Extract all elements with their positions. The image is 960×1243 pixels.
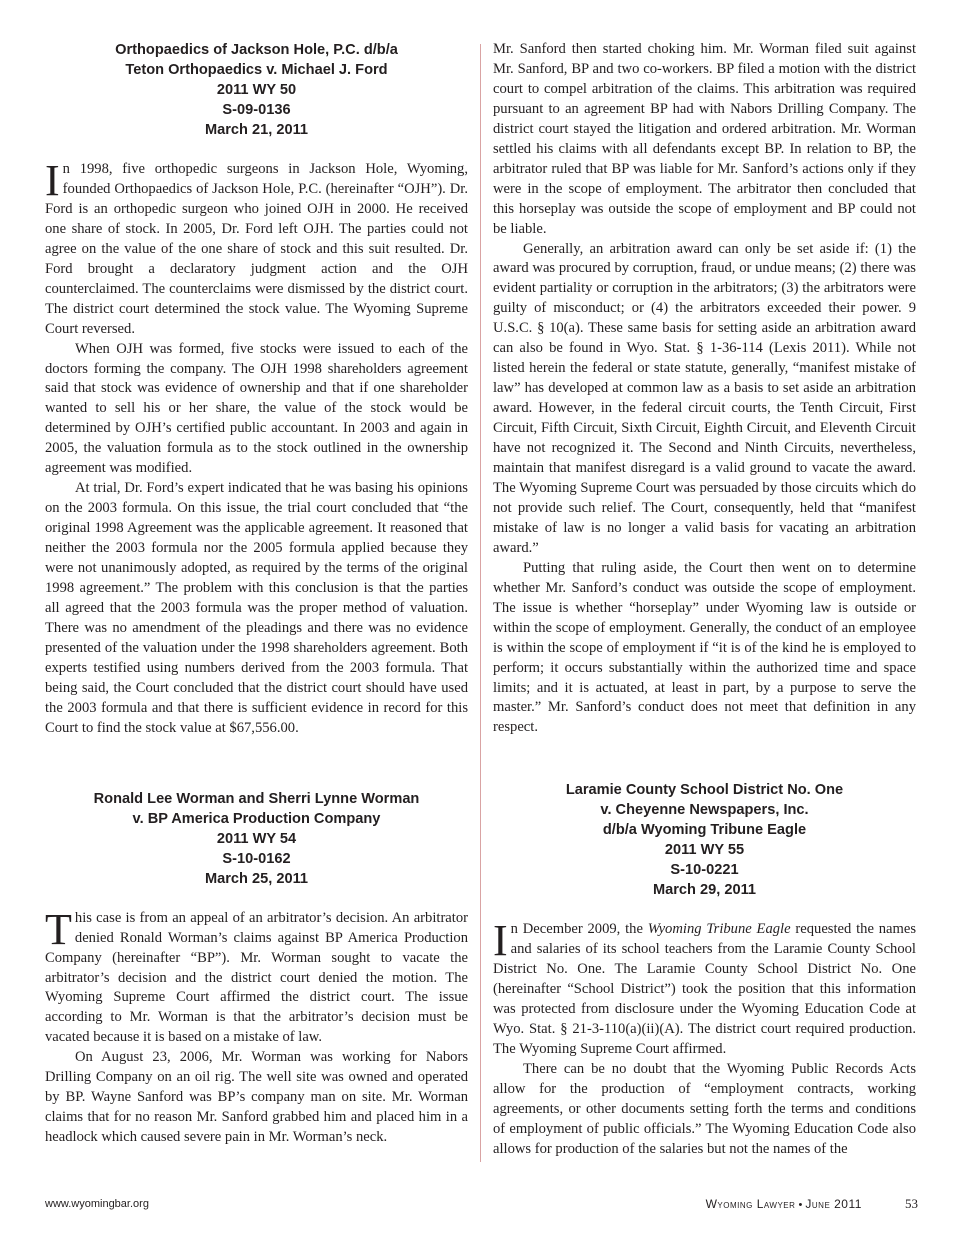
case-docket: S-09-0136 xyxy=(222,102,291,118)
case-paragraph: Putting that ruling aside, the Court then went on to determine whether Mr. Sanford’s conduct was outside the scope of employment. The issue is whether “horseplay” under Wyoming law is outside or within the scope of employment. Generally, the conduct of an employee is within the scope of employment if “it is of the kind he is employed to perform; it occurs substantially within the authorized time and space limits; and it is actuated, at least in part, by a purpose to serve the master.” Mr. Sanford’s conduct does not meet that definition in any respect. xyxy=(493,559,916,736)
case-date: March 29, 2011 xyxy=(652,882,757,899)
case-title-line: d/b/a Wyoming Tribune Eagle xyxy=(602,822,807,839)
paragraph-text: n December 2009, the xyxy=(510,921,648,938)
journal-name: Wyoming Lawyer xyxy=(705,1197,796,1211)
case-paragraph: Mr. Sanford then started choking him. Mr. Worman filed suit against Mr. Sanford, BP and two co-workers. BP filed a motion with the district court to compel arbitration of the claims. This arbitration was required pursuant to an agreement BP had with Nabors Drilling Company. The district court stayed the litigation and ordered arbitration. Mr. Worman settled his claims with all defendants except BP. In relation to BP, the arbitrator ruled that BP was liable for Mr. Sanford’s actions only if they were in the scope of employment. The arbitrator then concluded that this horseplay was outside the scope of employment and BP could not be liable. xyxy=(493,41,916,237)
case-citation: 2011 WY 55 xyxy=(664,842,745,859)
drop-cap: T xyxy=(45,904,72,954)
column-divider xyxy=(480,44,481,1162)
case-paragraph xyxy=(45,904,468,1049)
case-heading-laramie xyxy=(493,780,916,900)
case-paragraph: At trial, Dr. Ford’s expert indicated that he was basing his opinions on the 2003 formula. On this issue, the trial court concluded that “the original 1998 Agreement was the applicable agreement. It reasoned that neither the 2003 formula nor the 2005 formula applied because they were not unanimously adopted, as required by the terms of the original 1998 agreement.” The problem with this conclusion is that the parties all agreed that the 2003 formula was the proper method of valuation. There was no amendment of the pleadings and there was no evidence presented of the valuation under the 1998 shareholders agreement. Both experts testified using numbers derived from the 2003 formula. That being said, the Court concluded that the district court should have used the 2003 formula and that there is sufficient evidence in record for this Court to find the stock value at $67,556.00. xyxy=(45,480,468,736)
left-column xyxy=(45,40,468,1148)
case-title-line: v. BP America Production Company xyxy=(132,810,381,827)
case-heading-worman xyxy=(45,789,468,889)
case-paragraph: Generally, an arbitration award can only be set aside if: (1) the award was procured by corruption, fraud, or undue means; (2) there was evident partiality or corruption in the arbitrators; (3) the arbitrators were guilty of misconduct; or (4) the arbitrators exceeded their power. 9 U.S.C. § 10(a). These same basis for setting aside an arbitration award can also be found in Wyo. Stat. § 1-36-114 (Lexis 2011). While not listed herein the federal or state statute, generally, “manifest mistake of law” has developed at common law as a basis to set aside an arbitration award. However, in the federal circuit courts, the Tenth Circuit, First Circuit, Fifth Circuit, Sixth Circuit, Eighth Circuit, and Eleventh Circuit have not recognized it. The Second and Ninth Circuits, nevertheless, maintain that manifest disregard is a valid ground to vacate the award. The Wyoming Supreme Court was persuaded by those circuits which do not provide such relief. The Court, consequently, held that “manifest mistake of law is no longer a valid basis for vacating an arbitration award.” xyxy=(493,240,916,556)
case-date: March 21, 2011 xyxy=(204,122,309,138)
case-heading-ojh xyxy=(45,40,468,140)
right-column xyxy=(493,40,916,1160)
case-paragraph xyxy=(493,916,917,1060)
case-docket: S-10-0221 xyxy=(670,862,739,879)
newspaper-name: Wyoming Tribune Eagle xyxy=(647,921,791,938)
footer-website-link[interactable]: www.wyomingbar.org xyxy=(45,1198,149,1210)
paragraph-text: his case is from an appeal of an arbitrator’s decision. An arbitrator denied Ronald Worman’s claims against BP America Production Company (hereinafter “BP”). Mr. Worman sought to vacate the arbitrator’s decision and the district court denied the motion. The Wyoming Supreme Court affirmed the district court. The issue according to Mr. Worman is that the arbitrator’s decision must be vacated because it is based on a mistake of law. xyxy=(45,909,468,1046)
paragraph-text: requested the names and salaries of its school teachers from the Laramie County School District No. One. The Laramie County School District No. One (hereinafter “School District”) took the position that this information was protected from disclosure under the Wyoming Education Code at Wyo. Stat. § 21-3-110(a)(ii)(A). The district court required production. The Wyoming Supreme Court affirmed. xyxy=(493,921,917,1058)
bullet-separator: • xyxy=(798,1199,803,1211)
case-citation: 2011 WY 54 xyxy=(216,830,297,847)
case-paragraph: There can be no doubt that the Wyoming Public Records Acts allow for the production of “employment contracts, working agreements, or other documents setting forth the terms and conditions of employment of public officials.” The Wyoming Education Code also allows for production of the salaries but not the names of the xyxy=(493,1061,916,1157)
page-number: 53 xyxy=(905,1196,918,1211)
case-date: March 25, 2011 xyxy=(204,870,309,887)
case-paragraph: When OJH was formed, five stocks were issued to each of the doctors forming the company. The OJH 1998 shareholders agreement said that stock was evidence of ownership and that if one shareholder wanted to sell his or her share, the value of the stock would be determined by OJH’s certified public accountant. In 2003 and again in 2005, the valuation formula as to the stock outlined in the ownership agreement was modified. xyxy=(45,340,468,477)
case-title-line: v. Cheyenne Newspapers, Inc. xyxy=(600,802,809,819)
drop-cap: I xyxy=(493,916,508,966)
case-citation: 2011 WY 50 xyxy=(216,82,297,98)
case-paragraph: On August 23, 2006, Mr. Worman was working for Nabors Drilling Company on an oil rig. The well site was owned and operated by BP. Wayne Sanford was BP’s company man on site. Mr. Worman claims that for no reason Mr. Sanford grabbed him and placed him in a headlock which caused severe pain in Mr. Worman’s neck. xyxy=(45,1049,468,1146)
footer-issue-info xyxy=(706,1196,918,1212)
case-paragraph xyxy=(45,156,468,340)
drop-cap: I xyxy=(45,156,60,205)
case-docket: S-10-0162 xyxy=(222,850,291,867)
issue-date: June 2011 xyxy=(805,1197,862,1211)
paragraph-text: n 1998, five orthopedic surgeons in Jackson Hole, Wyoming, founded Orthopaedics of Jackson Hole, P.C. (hereinafter “OJH”). Dr. Ford is an orthopedic surgeon who joined OJH in 2000. He received one share of stock. In 2005, Dr. Ford left OJH. The parties could not agree on the value of the one share of stock and this suit resulted. Dr. Ford brought a declaratory judgment action and the OJH counterclaimed. The counterclaims were dismissed by the district court. The district court determined the stock value. The Wyoming Supreme Court reversed. xyxy=(45,161,468,337)
case-title-line: Ronald Lee Worman and Sherri Lynne Worman xyxy=(93,790,420,807)
case-title-line: Laramie County School District No. One xyxy=(565,782,844,799)
case-title-line: Teton Orthopaedics v. Michael J. Ford xyxy=(125,62,388,78)
case-title-line: Orthopaedics of Jackson Hole, P.C. d/b/a xyxy=(115,42,398,58)
